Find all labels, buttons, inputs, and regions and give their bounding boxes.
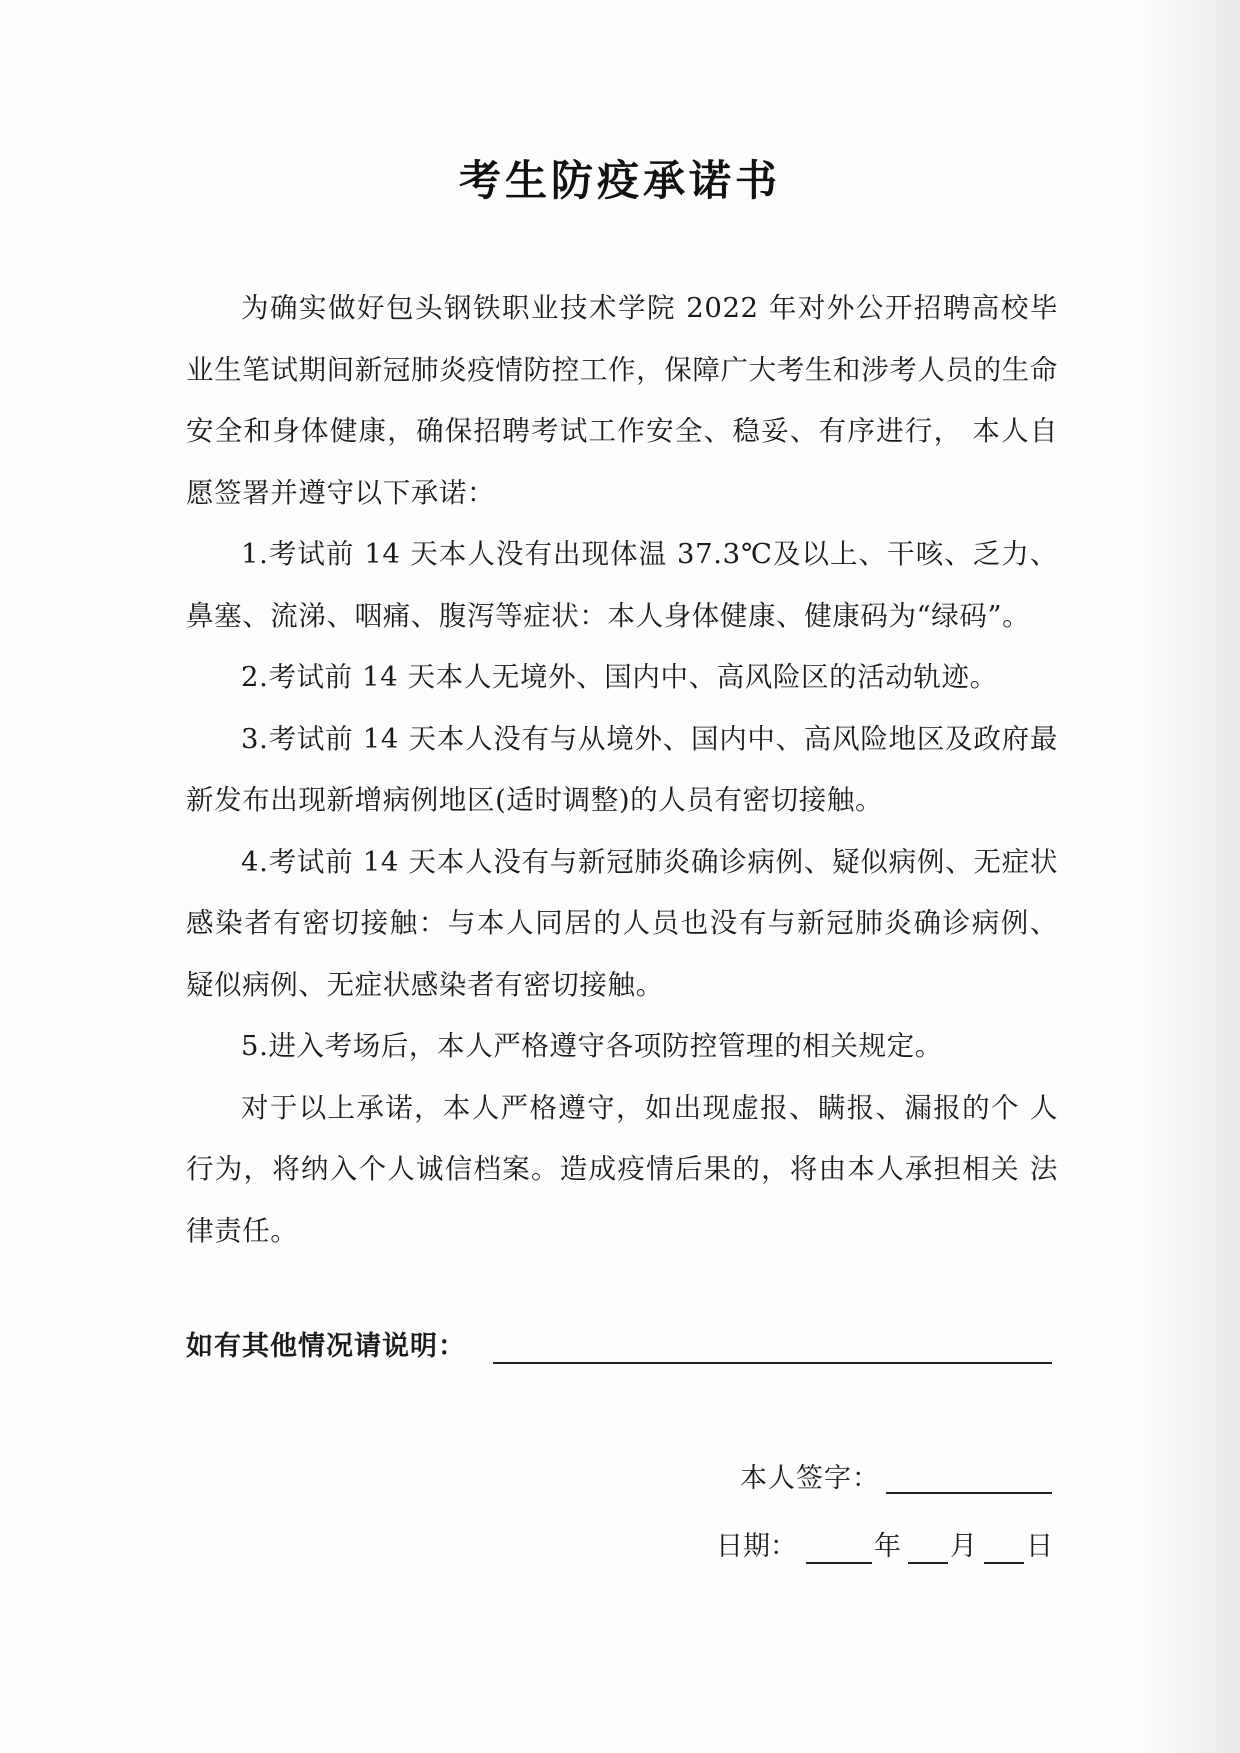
- pledge-item-5: 5.进入考场后，本人严格遵守各项防控管理的相关规定。: [241, 1030, 943, 1062]
- date-day-label: 日: [1026, 1531, 1053, 1562]
- date-month-blank[interactable]: [908, 1562, 948, 1564]
- scan-edge-shadow: [1145, 0, 1240, 1753]
- document-body: [186, 278, 1058, 1262]
- pledge-item-1: 1.考试前 14 天本人没有出现体温 37.3℃及以上、干咳、乏力、鼻塞、流涕、咽痛、腹泻等症状：本人身体健康、健康码为“绿码”。: [186, 538, 1058, 632]
- date-year-label: 年: [874, 1531, 901, 1562]
- document-title: 考生防疫承诺书: [458, 156, 781, 205]
- pledge-item-2: 2.考试前 14 天本人无境外、国内中、高风险区的活动轨迹。: [241, 661, 998, 693]
- signature-row: [740, 1456, 1052, 1502]
- other-situation-blank[interactable]: [493, 1362, 1052, 1364]
- date-year-blank[interactable]: [806, 1562, 872, 1564]
- date-label: 日期：: [716, 1531, 797, 1562]
- closing-paragraph: 对于以上承诺，本人严格遵守，如出现虚报、瞒报、漏报的个 人行为，将纳入个人诚信档案。造成疫情后果的，将由本人承担相关 法律责任。: [186, 1091, 1058, 1247]
- pledge-item-4: 4.考试前 14 天本人没有与新冠肺炎确诊病例、疑似病例、无症状感染者有密切接触：与本人同居的人员也没有与新冠肺炎确诊病例、 疑似病例、无症状感染者有密切接触。: [186, 845, 1058, 1001]
- date-row: [716, 1524, 1056, 1570]
- date-day-blank[interactable]: [984, 1562, 1024, 1564]
- signature-label: 本人签字：: [740, 1463, 880, 1494]
- other-situation-row: [186, 1320, 1058, 1366]
- other-situation-label: 如有其他情况请说明：: [186, 1331, 466, 1362]
- signature-blank[interactable]: [886, 1492, 1052, 1494]
- intro-paragraph: 为确实做好包头钢铁职业技术学院 2022 年对外公开招聘高校毕业生笔试期间新冠肺炎疫情防控工作，保障广大考生和涉考人员的生命安全和身体健康，确保招聘考试工作安全、稳妥、有序进行， 本人自愿签署并遵守以下承诺：: [186, 292, 1058, 509]
- pledge-item-3: 3.考试前 14 天本人没有与从境外、国内中、高风险地区及政府最新发布出现新增病例地区(适时调整)的人员有密切接触。: [186, 722, 1058, 816]
- date-month-label: 月: [950, 1531, 977, 1562]
